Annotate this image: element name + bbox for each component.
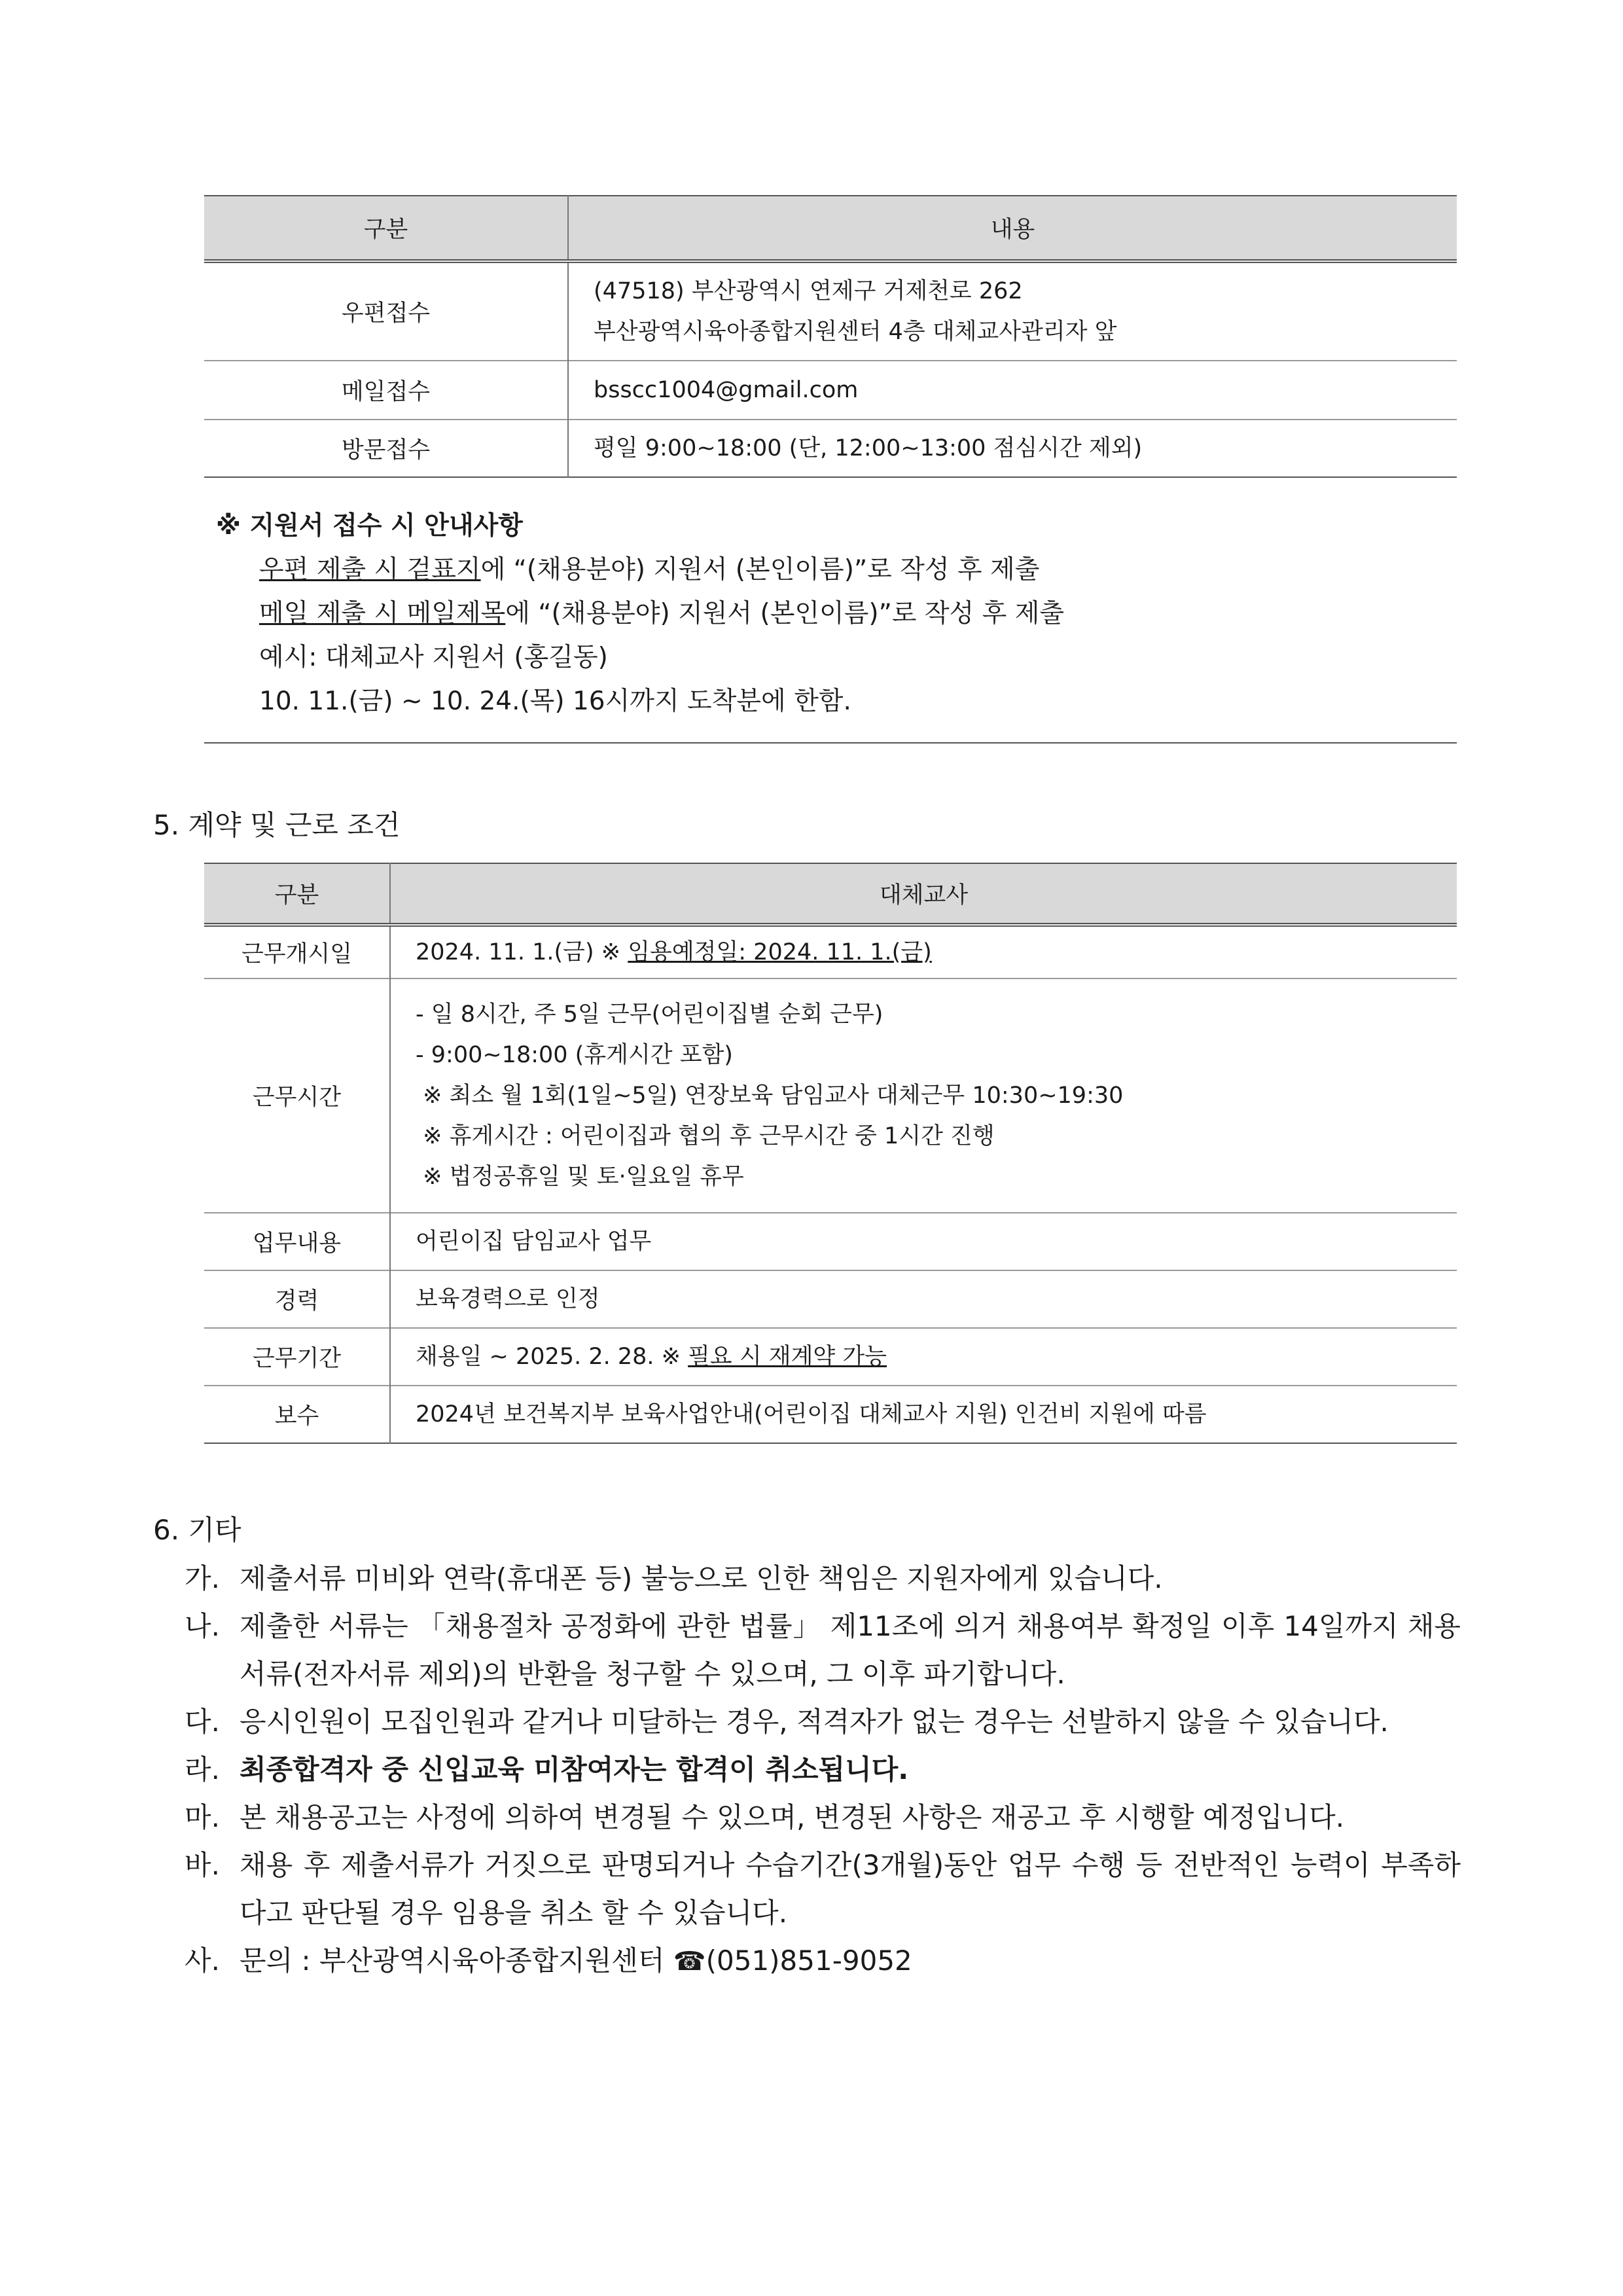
row-content: 평일 9:00~18:00 (단, 12:00~13:00 점심시간 제외) (568, 420, 1457, 477)
row-content: 2024년 보건복지부 보육사업안내(어린이집 대체교사 지원) 인건비 지원에 따름 (390, 1386, 1457, 1443)
renewal-note: 필요 시 재계약 가능 (688, 1344, 887, 1370)
table-row (204, 978, 1457, 1213)
list-text: 제출서류 미비와 연락(휴대폰 등) 불능으로 인한 책임은 지원자에게 있습니다. (240, 1562, 1163, 1594)
address-line: (47518) 부산광역시 연제구 거제천로 262 (594, 278, 1023, 304)
hours-line: - 9:00~18:00 (휴게시간 포함) (416, 1042, 733, 1068)
list-marker: 바. (185, 1849, 220, 1881)
table-row (204, 1386, 1457, 1443)
header-category: 구분 (204, 863, 390, 925)
hours-line: - 일 8시간, 주 5일 근무(어린이집별 순회 근무) (416, 1001, 883, 1028)
list-text: 채용 후 제출서류가 거짓으로 판명되거나 수습기간(3개월)동안 업무 수행 등 전반적인 능력이 부족하다고 판단될 경우 임용을 취소 할 수 있습니다. (240, 1849, 1461, 1929)
hours-line: ※ 최소 월 1회(1일~5일) 연장보육 담임교사 대체근무 10:30~19:30 (416, 1083, 1124, 1109)
row-label: 근무시간 (204, 978, 390, 1213)
table-row (204, 261, 1457, 361)
row-content (390, 978, 1457, 1213)
header-content: 내용 (568, 196, 1457, 261)
contact-line (240, 1937, 1461, 1986)
list-marker: 나. (185, 1610, 220, 1642)
table-row (204, 420, 1457, 477)
row-label: 방문접수 (204, 420, 568, 477)
list-text: 응시인원이 모집인원과 같거나 미달하는 경우, 적격자가 없는 경우는 선발하지 않을 수 있습니다. (240, 1706, 1389, 1738)
conditions-table (204, 863, 1457, 1444)
submission-notice (216, 504, 1064, 723)
notice-line (216, 548, 1064, 592)
notice-line (216, 592, 1064, 636)
row-label: 메일접수 (204, 361, 568, 420)
start-date: 2024. 11. 1.(금) ※ (416, 939, 628, 965)
row-content (390, 1328, 1457, 1386)
divider (204, 742, 1457, 744)
list-marker: 마. (185, 1801, 220, 1833)
notice-deadline: 10. 11.(금) ~ 10. 24.(목) 16시까지 도착분에 한함. (259, 687, 851, 716)
list-marker: 가. (185, 1562, 220, 1594)
list-text: 문의 : 부산광역시육아종합지원센터 (240, 1945, 673, 1977)
misc-list (185, 1554, 1461, 1986)
notice-title: ※ 지원서 접수 시 안내사항 (216, 511, 523, 541)
list-item (185, 1602, 1461, 1698)
list-text: 제출한 서류는 「채용절차 공정화에 관한 법률」 제11조에 의거 채용여부 확정일 이후 14일까지 채용서류(전자서류 제외)의 반환을 청구할 수 있으며, 그 이후 파기합니다. (240, 1610, 1461, 1690)
list-marker: 라. (185, 1753, 220, 1785)
table-row (204, 1270, 1457, 1328)
table-row (204, 925, 1457, 978)
notice-underlined: 메일 제출 시 메일제목 (259, 599, 506, 628)
list-item (185, 1841, 1461, 1937)
submission-table (204, 195, 1457, 478)
list-text: 최종합격자 중 신입교육 미참여자는 합격이 취소됩니다. (240, 1753, 909, 1785)
row-content (390, 925, 1457, 978)
row-label: 근무기간 (204, 1328, 390, 1386)
address-line: 부산광역시육아종합지원센터 4층 대체교사관리자 앞 (594, 319, 1117, 345)
list-item (185, 1793, 1461, 1841)
section-title: 6. 기타 (153, 1514, 241, 1546)
list-item (185, 1698, 1461, 1746)
hours-line: ※ 휴게시간 : 어린이집과 협의 후 근무시간 중 1시간 진행 (416, 1123, 995, 1149)
header-category: 구분 (204, 196, 568, 261)
row-content: 보육경력으로 인정 (390, 1270, 1457, 1328)
list-item (185, 1554, 1461, 1602)
list-item (185, 1746, 1461, 1793)
row-label: 보수 (204, 1386, 390, 1443)
notice-text: 에 “(채용분야) 지원서 (본인이름)”로 작성 후 제출 (505, 599, 1065, 628)
list-marker: 사. (185, 1945, 220, 1977)
notice-underlined: 우편 제출 시 겉표지 (259, 555, 481, 584)
row-label: 경력 (204, 1270, 390, 1328)
telephone-icon: ☎ (673, 1946, 706, 1977)
table-row (204, 361, 1457, 420)
list-item (185, 1937, 1461, 1986)
table-header-row (204, 863, 1457, 925)
table-row (204, 1328, 1457, 1386)
hours-line: ※ 법정공휴일 및 토·일요일 휴무 (416, 1164, 744, 1190)
list-text: 본 채용공고는 사정에 의하여 변경될 수 있으며, 변경된 사항은 재공고 후 시행할 예정입니다. (240, 1801, 1345, 1833)
section-title: 5. 계약 및 근로 조건 (153, 809, 401, 841)
phone-number: (051)851-9052 (705, 1945, 912, 1977)
notice-example: 예시: 대체교사 지원서 (홍길동) (259, 643, 608, 672)
header-substitute-teacher: 대체교사 (390, 863, 1457, 925)
planned-date: 임용예정일: 2024. 11. 1.(금) (628, 939, 932, 965)
row-content (568, 261, 1457, 361)
table-header-row (204, 196, 1457, 261)
table-row (204, 1213, 1457, 1270)
row-label: 근무개시일 (204, 925, 390, 978)
email-address: bsscc1004@gmail.com (568, 361, 1457, 420)
row-label: 업무내용 (204, 1213, 390, 1270)
notice-text: 에 “(채용분야) 지원서 (본인이름)”로 작성 후 제출 (480, 555, 1040, 584)
row-content: 어린이집 담임교사 업무 (390, 1213, 1457, 1270)
period-text: 채용일 ~ 2025. 2. 28. ※ (416, 1344, 688, 1370)
row-label: 우편접수 (204, 261, 568, 361)
list-marker: 다. (185, 1706, 220, 1738)
